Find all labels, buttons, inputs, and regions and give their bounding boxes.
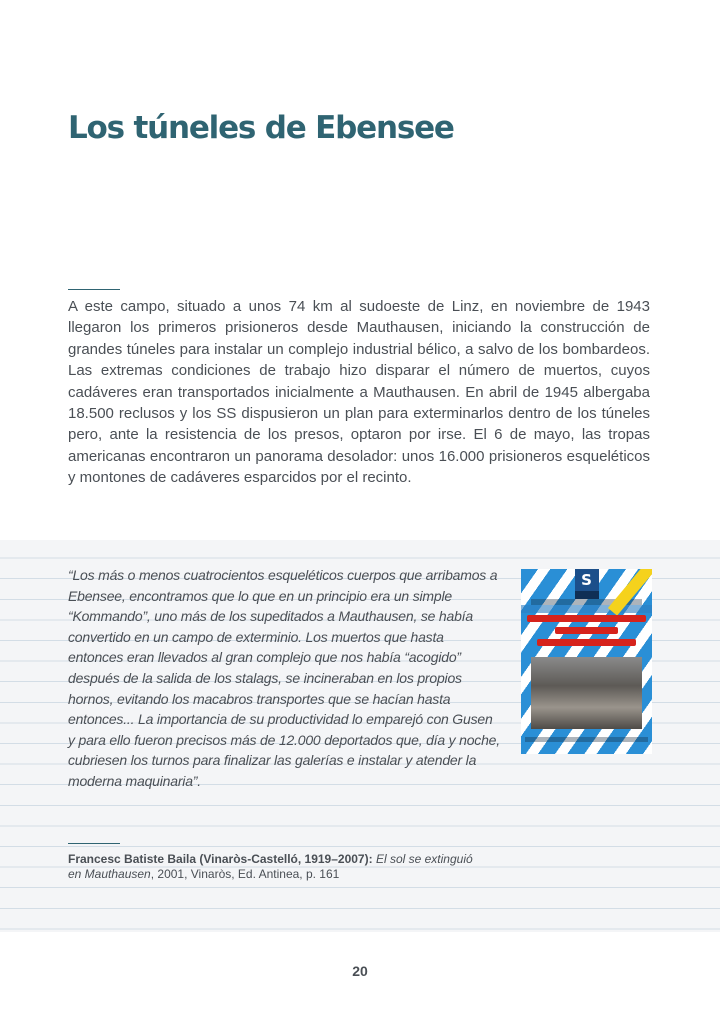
cover-band bbox=[521, 605, 652, 613]
page-title: Los túneles de Ebensee bbox=[68, 110, 454, 146]
cover-title-line bbox=[555, 627, 618, 634]
intro-paragraph: A este campo, situado a unos 74 km al sudoeste de Linz, en noviembre de 1943 llegaron los primeros prisioneros desde Mauthausen, iniciando la construcción de grandes túneles para instalar un complejo industrial bélico, a salvo de los bombardeos. Las extremas condiciones de trabajo hizo disparar el número de muertos, cuyos cadáveres eran transportados inicialmente a Mauthausen. En abril de 1945 albergaba 18.500 reclusos y los SS dispusieron un plan para exterminarlos dentro de los túneles pero, ante la resistencia de los presos, optaron por irse. El 6 de mayo, las tropas americanas encontraron un panorama desolador: unos 16.000 prisioneros esqueléticos y montones de cadáveres esparcidos por el recinto. bbox=[68, 298, 650, 487]
cover-title-line bbox=[527, 615, 646, 622]
intro-rule bbox=[68, 289, 120, 290]
citation-work: El sol se extinguió en Mauthausen bbox=[68, 852, 473, 881]
cover-photo bbox=[531, 657, 642, 729]
citation-author: Francesc Batiste Baila (Vinaròs-Castelló, 1919–2007): bbox=[68, 852, 373, 866]
cover-number-badge bbox=[575, 591, 599, 599]
cover-footer-strip bbox=[525, 737, 648, 742]
page-number: 20 bbox=[352, 963, 368, 979]
cover-title-line bbox=[537, 639, 636, 646]
citation-rule bbox=[68, 843, 120, 844]
citation-details: , 2001, Vinaròs, Ed. Antinea, p. 161 bbox=[150, 867, 340, 881]
book-cover-image bbox=[521, 569, 652, 754]
quote-text: “Los más o menos cuatrocientos esqueléticos cuerpos que arribamos a Ebensee, encontramos que lo que en un principio era un simple “Kommando”, uno más de los supeditados a Mauthausen, se había convertido en un campo de exterminio. Los muertos que hasta entonces eran llevados al gran complejo que nos había “acogido” después de la salida de los stalags, se incineraban en los propios hornos, evitando los macabros transportes que se hacían hasta entonces... La importancia de su productividad lo emparejó con Gusen y para ello fueron precisos más de 12.000 deportados que, día y noche, cubriesen los turnos para finalizar las galerías e instalar y atender la moderna maquinaria”. bbox=[68, 567, 500, 789]
citation bbox=[68, 852, 488, 882]
cover-s-badge: S bbox=[575, 569, 599, 591]
cover-title-block bbox=[521, 613, 652, 651]
